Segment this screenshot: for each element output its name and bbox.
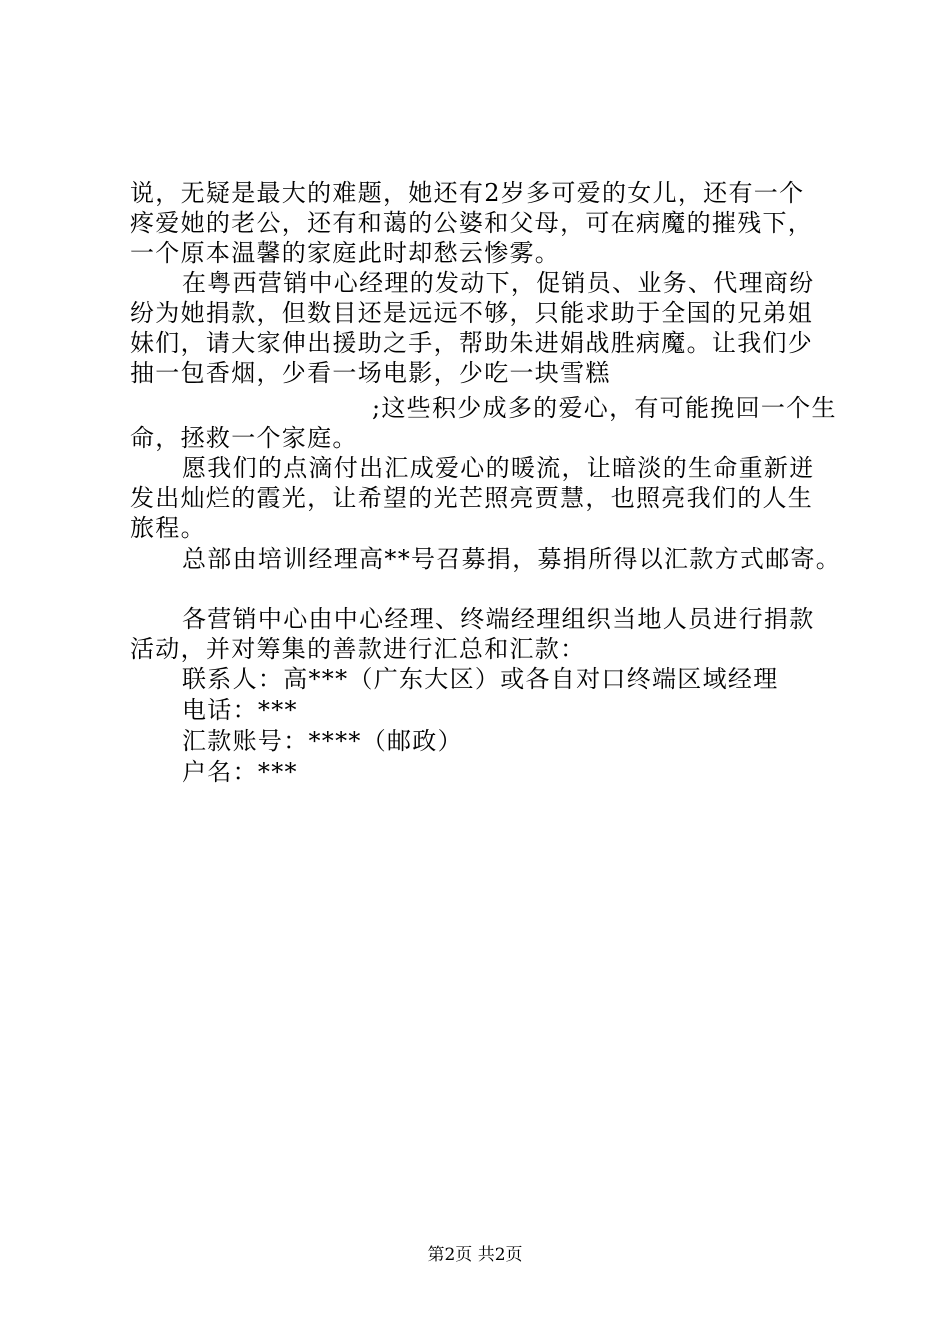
paragraph-2-line-5: ;这些积少成多的爱心，有可能挽回一个生: [372, 394, 837, 422]
paragraph-2-line-4: 抽一包香烟，少看一场电影，少吃一块雪糕: [130, 359, 611, 387]
paragraph-3-line-3: 旅程。: [130, 514, 206, 542]
contact-phone: 电话：***: [182, 696, 298, 724]
paragraph-2-line-2: 纷为她捐款，但数目还是远远不够，只能求助于全国的兄弟姐: [130, 299, 814, 327]
page-footer: 第2页 共2页: [427, 1245, 523, 1265]
contact-account-name: 户名：***: [182, 758, 298, 786]
paragraph-2-line-3: 妹们，请大家伸出援助之手，帮助朱进娟战胜病魔。让我们少: [130, 329, 814, 357]
paragraph-2-line-1: 在粤西营销中心经理的发动下，促销员、业务、代理商纷: [182, 269, 815, 297]
paragraph-5-line-1: 各营销中心由中心经理、终端经理组织当地人员进行捐款: [182, 605, 815, 633]
contact-account: 汇款账号：****（邮政）: [182, 727, 463, 755]
paragraph-3-line-1: 愿我们的点滴付出汇成爱心的暖流，让暗淡的生命重新迸: [182, 454, 815, 482]
contact-person: 联系人：高***（广东大区）或各自对口终端区域经理: [182, 665, 779, 693]
paragraph-2-line-6: 命，拯救一个家庭。: [130, 424, 358, 452]
paragraph-4-line-1: 总部由培训经理高**号召募捐，募捐所得以汇款方式邮寄。: [182, 545, 842, 573]
paragraph-1-line-3: 一个原本温馨的家庭此时却愁云惨雾。: [130, 239, 561, 267]
paragraph-3-line-2: 发出灿烂的霞光，让希望的光芒照亮贾慧，也照亮我们的人生: [130, 484, 814, 512]
paragraph-1-line-2: 疼爱她的老公，还有和蔼的公婆和父母，可在病魔的摧残下，: [130, 209, 814, 237]
paragraph-1-line-1: 说，无疑是最大的难题，她还有2岁多可爱的女儿，还有一个: [130, 179, 805, 207]
paragraph-5-line-2: 活动，并对筹集的善款进行汇总和汇款：: [130, 635, 586, 663]
